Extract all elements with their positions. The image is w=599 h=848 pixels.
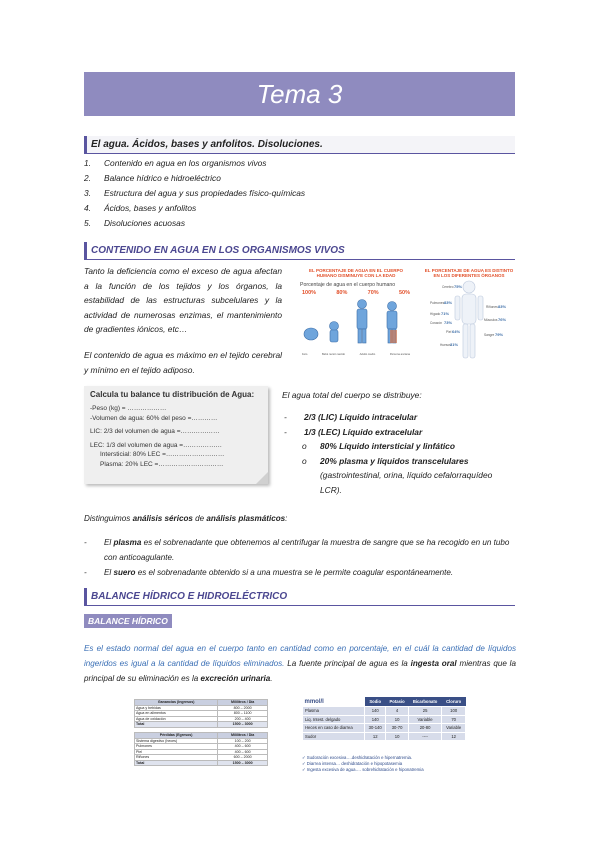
toc-text: Contenido en agua en los organismos vivos — [104, 158, 267, 168]
organ-pct: 83% — [444, 300, 453, 305]
distribution-item — [284, 425, 516, 440]
distribution-text: 20% plasma y líquidos transcelulares — [320, 455, 469, 466]
text-run: El — [104, 538, 114, 547]
organ-label: Cerebro — [442, 285, 454, 289]
table-cell: 100 — [442, 707, 466, 716]
toc-item — [84, 216, 305, 231]
distribution-text: (gastrointestinal, orina, líquido cefalorraquídeo LCR). — [320, 470, 493, 495]
organ-pct: 75% — [454, 284, 463, 289]
table-cell: 1500 – 3000 — [218, 722, 268, 728]
text-run-blue: Es el estado normal del agua en el cuerpo tanto en cantidad como en porcentaje, en el cuál la cantidad de líquidos ingeridos es igual a la cantidad de líquidos eliminados. — [84, 644, 516, 668]
text-run-bold: análisis plasmáticos — [206, 514, 286, 523]
organ-pct: 31% — [450, 342, 459, 347]
table-cell: 20-80 — [408, 724, 441, 733]
table-cell: 100 – 200 — [218, 738, 268, 744]
card-line: -Peso (kg) = ……………… — [90, 405, 167, 412]
text-run: Distinguimos — [84, 514, 133, 523]
table-cell: 10 — [386, 732, 409, 741]
table-cell: 30-70 — [386, 724, 409, 733]
table-cell: Variable — [442, 724, 466, 733]
text-run: mientras que la principal de su eliminación es la — [84, 659, 516, 683]
intake-output-table — [134, 699, 268, 766]
table-cell: Total — [135, 722, 218, 728]
organ-pct: 76% — [498, 317, 507, 322]
table-cell: Pulmones — [135, 744, 218, 750]
distribution-intro: El agua total del cuerpo se distribuye: — [282, 390, 422, 400]
page-title: Tema 3 — [84, 72, 515, 116]
table-cell: Sudor — [303, 732, 365, 741]
table-cell: 800 – 1100 — [218, 711, 268, 717]
table-cell: 600 – 2000 — [218, 755, 268, 761]
water-balance-card — [84, 386, 268, 484]
page-curl — [256, 472, 268, 484]
distribution-list — [284, 410, 516, 497]
table-cell: Total — [135, 760, 218, 766]
table-cell: 200 – 400 — [218, 716, 268, 722]
distribution-text: 1/3 (LEC) Líquido extracelular — [304, 426, 423, 437]
organ-pct: 83% — [498, 304, 507, 309]
text-run: . — [270, 674, 273, 683]
definition-item — [84, 535, 516, 565]
table-cell: 10 — [386, 715, 409, 724]
organ-label: Hígado — [430, 312, 441, 316]
card-title: Calcula tu balance tu distribución de Agua: — [90, 390, 255, 399]
organ-label: Sangre — [484, 333, 495, 337]
card-line: LEC: 1/3 del volumen de agua =……………… — [90, 441, 223, 449]
text-run: de — [192, 514, 207, 523]
text-run: La fuente principal de agua es la — [284, 659, 411, 668]
toc-text: Estructura del agua y sus propiedades físico-químicas — [104, 188, 306, 198]
distribution-text: 2/3 (LIC) Líquido intracelular — [304, 412, 418, 422]
table-header-cell: Bicarbonato — [408, 697, 441, 707]
toc-text: Balance hídrico e hidroeléctrico — [104, 173, 221, 183]
section-heading-water-content: CONTENIDO EN AGUA EN LOS ORGANISMOS VIVOS — [84, 242, 515, 260]
table-cell: Riñones — [135, 755, 218, 761]
fig2-title: EL PORCENTAJE DE AGUA ES DISTINTO EN LOS DIFERENTES ÓRGANOS — [424, 268, 514, 278]
toc-number: 5. — [84, 218, 91, 228]
organ-label: Piel — [446, 330, 452, 334]
text-run-bold: plasma — [113, 538, 142, 547]
max-content-paragraph: El contenido de agua es máximo en el tejido cerebral y mínimo en el tejido adiposo. — [84, 350, 282, 375]
text-run-bold: excreción urinaria — [200, 674, 271, 683]
table-cell: 25 — [408, 707, 441, 716]
table-cell: Mililitros / Día — [218, 700, 268, 706]
table-cell: 400 – 600 — [218, 744, 268, 750]
organ-pct: 71% — [441, 311, 450, 316]
table-cell: 12 — [442, 732, 466, 741]
table-header-row — [303, 697, 466, 707]
list-marker: o — [302, 455, 307, 466]
clinical-notes — [302, 755, 424, 774]
table-cell: Agua en alimentos — [135, 711, 218, 717]
water-balance-paragraph — [84, 641, 516, 686]
text-run-bold: análisis séricos — [132, 514, 193, 523]
table-cell: Agua de oxidación — [135, 716, 218, 722]
table-cell: 70 — [442, 715, 466, 724]
text-run: El — [104, 568, 114, 577]
table-header-cell: Cloruro — [442, 697, 466, 707]
body-illustration — [424, 278, 514, 362]
table-cell: 1500 – 3000 — [218, 760, 268, 766]
table-cell: Mililitros / Día — [218, 733, 268, 739]
fig1-caption: Adulto medio — [359, 353, 376, 356]
table-header-cell: Sodio — [365, 697, 386, 707]
organ-pct: 73% — [444, 320, 453, 325]
table-cell: 30-140 — [365, 724, 386, 733]
table-cell: ---- — [408, 732, 441, 741]
table-cell: Agua y bebidas — [135, 705, 218, 711]
distribution-item — [284, 410, 516, 425]
toc-item — [84, 186, 305, 201]
toc-text: Ácidos, bases y anfolitos — [104, 203, 197, 213]
organ-water-figure — [424, 268, 514, 364]
toc-number: 3. — [84, 188, 91, 198]
card-line: Intersticial: 80% LEC =……………………… — [100, 451, 225, 458]
intro-paragraph: Tanto la deficiencia como el exceso de agua afectan a la función de los tejidos y los órganos, la estabilidad de las estructuras subcelulares y la actividad de numerosas enzimas, el mantenimiento de gradientes iónicos, etc… — [84, 266, 282, 334]
fig1-pct: 50% — [398, 290, 410, 296]
table-cell: 140 — [365, 715, 386, 724]
subsection-tag: BALANCE HÍDRICO — [84, 614, 172, 628]
toc-item — [84, 201, 305, 216]
electrolyte-table — [302, 697, 466, 741]
card-line: -Volumen de agua: 60% del peso =………… — [90, 414, 218, 422]
table-cell: 12 — [365, 732, 386, 741]
list-marker: - — [84, 538, 87, 547]
definition-item — [84, 565, 516, 580]
table-row — [303, 732, 466, 741]
distribution-item — [284, 439, 516, 454]
list-marker: o — [302, 441, 307, 451]
list-marker: - — [84, 568, 87, 577]
fig1-pct: 70% — [367, 290, 379, 296]
table-cell: 140 — [365, 707, 386, 716]
fig1-caption-row — [300, 353, 412, 356]
table-cell: 800 – 2000 — [218, 705, 268, 711]
distribution-text: 80% Líquido intersticial y linfático — [320, 441, 455, 451]
fig1-title: EL PORCENTAJE DE AGUA EN EL CUERPO HUMANO DISMINUYE CON LA EDAD — [309, 268, 403, 278]
table-cell: Pérdidas (Egresos) — [135, 733, 218, 739]
table-cell: Plasma — [303, 707, 365, 716]
table-total-row — [135, 760, 268, 766]
fig1-caption: Bebé recién nacido — [321, 353, 345, 356]
fig1-pct: 100% — [302, 290, 317, 296]
table-row — [303, 715, 466, 724]
fig1-subtitle: Porcentaje de agua en el cuerpo humano — [300, 282, 396, 288]
topic-heading: El agua. Ácidos, bases y anfolitos. Disoluciones. — [84, 136, 515, 154]
table-cell: Sistema digestivo (heces) — [135, 738, 218, 744]
table-header-cell: Potasio — [386, 697, 409, 707]
toc-number: 2. — [84, 173, 91, 183]
list-marker: - — [284, 412, 287, 422]
fig1-pct: 80% — [336, 290, 348, 296]
note-line: ✓ Diarrea intensa… deshidratación e hipopotasemia — [302, 761, 403, 767]
fig1-caption: Feto — [302, 353, 308, 356]
section-heading-water-balance: BALANCE HÍDRICO E HIDROELÉCTRICO — [84, 588, 515, 606]
organ-label: Riñones — [486, 305, 498, 309]
organ-pct: 64% — [452, 329, 461, 334]
organ-label: Corazón — [430, 321, 443, 325]
text-run: es el sobrenadante obtenido si a una muestra se le permite coagular espontáneamente. — [135, 568, 454, 577]
card-line: LIC: 2/3 del volumen de agua =……………… — [90, 428, 220, 435]
toc-number: 4. — [84, 203, 91, 213]
definitions-list — [84, 535, 516, 580]
table-cell: Liq. Intest. delgado — [303, 715, 365, 724]
note-line: ✓ Ingesta excesiva de agua…. sobrehidratación e hiponatremia — [302, 767, 424, 773]
table-row — [303, 724, 466, 733]
text-run-bold: suero — [113, 568, 136, 577]
card-line: Plasma: 20% LEC =………………………… — [100, 460, 224, 468]
distinguish-line — [84, 512, 516, 527]
table-cell: Piel — [135, 749, 218, 755]
list-marker: - — [284, 426, 287, 437]
topic-list — [84, 156, 305, 231]
fig1-caption: Persona anciana — [389, 353, 410, 356]
toc-item — [84, 171, 305, 186]
table-header-cell: mmol/l — [303, 697, 365, 707]
text-run: : — [285, 514, 288, 523]
table-cell: 400 – 600 — [218, 749, 268, 755]
toc-number: 1. — [84, 158, 91, 168]
table-cell: Variable — [408, 715, 441, 724]
table-cell: Heces en caso de diarrea — [303, 724, 365, 733]
people-illustration — [300, 296, 412, 348]
organ-label: Huesos — [440, 343, 451, 347]
table-row — [303, 707, 466, 716]
toc-text: Disoluciones acuosas — [104, 218, 186, 228]
note-line: ✓ Sudoración excesiva….deshidratación e hipernatremia. — [302, 755, 413, 760]
age-water-figure — [300, 268, 412, 364]
toc-item — [84, 156, 305, 171]
organ-label: Músculos — [484, 318, 498, 322]
text-run-bold: ingesta oral — [410, 659, 457, 668]
organ-label: Pulmones — [430, 301, 445, 305]
table-cell: 4 — [386, 707, 409, 716]
table-cell: Ganancias (Ingresos) — [135, 700, 218, 706]
text-run: es el sobrenadante que obtenemos al centrifugar la muestra de sangre que se ha recogido en un tubo con anticoagulante. — [104, 538, 510, 562]
organ-pct: 79% — [495, 332, 504, 337]
distribution-item — [284, 454, 516, 498]
